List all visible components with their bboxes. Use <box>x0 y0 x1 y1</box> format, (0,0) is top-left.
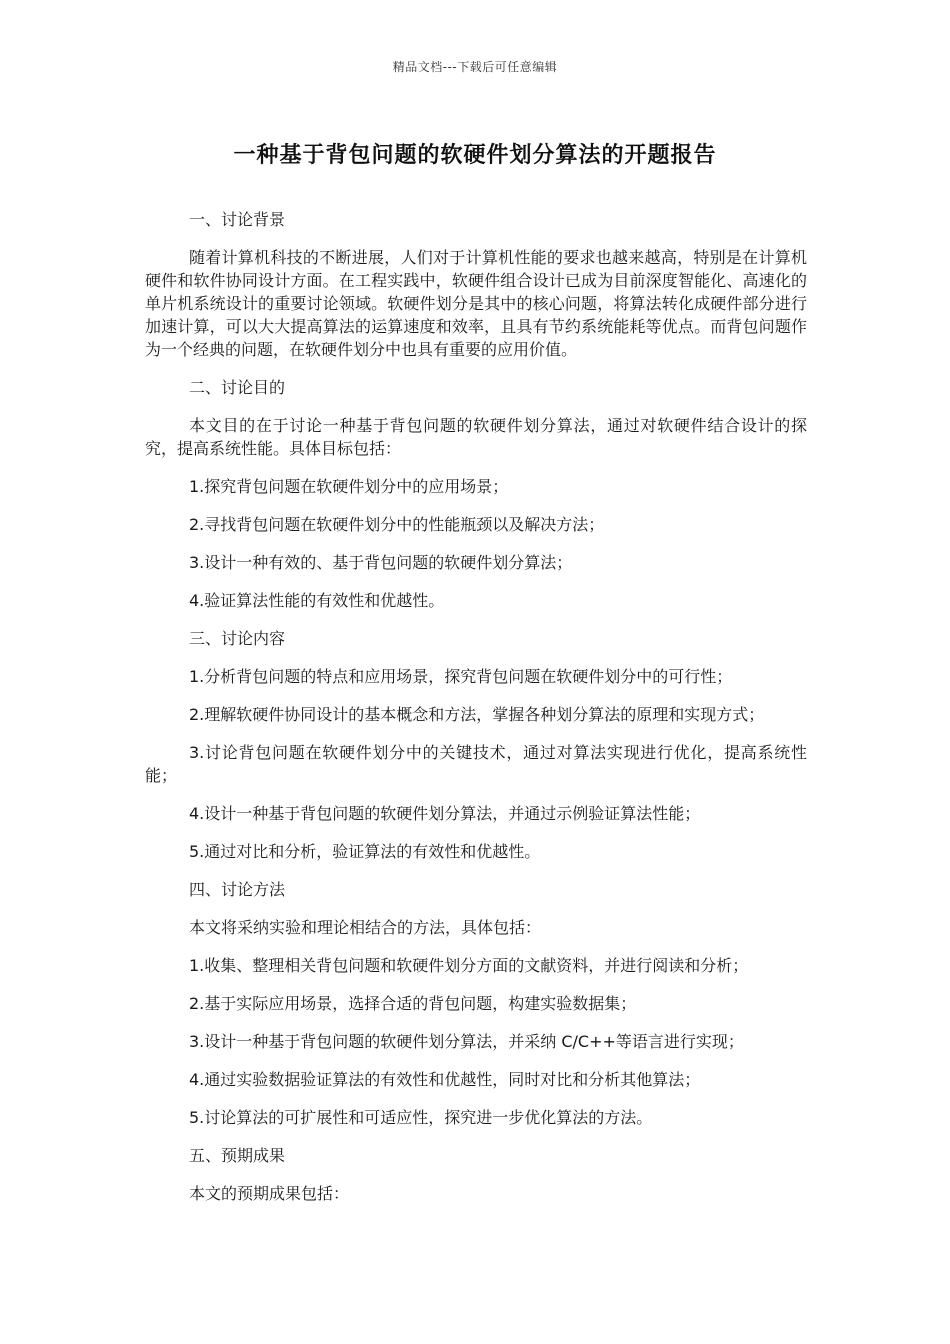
outcomes-paragraph: 本文的预期成果包括： <box>189 1184 350 1203</box>
content-item-2: 2.理解软硬件协同设计的基本概念和方法，掌握各种划分算法的原理和实现方式； <box>189 705 765 724</box>
page-title: 一种基于背包问题的软硬件划分算法的开题报告 <box>233 143 717 168</box>
method-item-2: 2.基于实际应用场景，选择合适的背包问题，构建实验数据集； <box>189 994 637 1013</box>
section-heading-outcomes: 五、预期成果 <box>189 1146 286 1165</box>
background-paragraph: 随着计算机科技的不断进展，人们对于计算机性能的要求也越来越高，特别是在计算机硬件和软件协同设计方面。在工程实践中，软硬件组合设计已成为目前深度智能化、高速化的单片机系统设计的重要讨论领域。软硬件划分是其中的核心问题，将算法转化成硬件部分进行加速计算，可以大大提高算法的运算速度和效率，且具有节约系统能耗等优点。而背包问题作为一个经典的问题，在软硬件划分中也具有重要的应用价值。 <box>145 248 807 359</box>
method-paragraph: 本文将采纳实验和理论相结合的方法，具体包括： <box>189 918 542 937</box>
content-item-4: 4.设计一种基于背包问题的软硬件划分算法，并通过示例验证算法性能； <box>189 804 701 823</box>
content-item-1: 1.分析背包问题的特点和应用场景，探究背包问题在软硬件划分中的可行性； <box>189 667 733 686</box>
purpose-item-1: 1.探究背包问题在软硬件划分中的应用场景； <box>189 477 509 496</box>
section-heading-content: 三、讨论内容 <box>189 629 286 648</box>
header-note: 精品文档---下载后可任意编辑 <box>392 60 558 74</box>
purpose-item-3: 3.设计一种有效的、基于背包问题的软硬件划分算法； <box>189 553 573 572</box>
content-item-3: 3.讨论背包问题在软硬件划分中的关键技术，通过对算法实现进行优化，提高系统性能； <box>145 743 807 785</box>
purpose-paragraph: 本文目的在于讨论一种基于背包问题的软硬件划分算法，通过对软硬件结合设计的探究，提高系统性能。具体目标包括： <box>145 416 807 458</box>
section-heading-method: 四、讨论方法 <box>189 880 286 899</box>
method-item-3: 3.设计一种基于背包问题的软硬件划分算法，并采纳 C/C++等语言进行实现； <box>189 1032 744 1051</box>
section-heading-background: 一、讨论背景 <box>189 210 286 229</box>
content-item-5: 5.通过对比和分析，验证算法的有效性和优越性。 <box>189 842 541 861</box>
purpose-item-2: 2.寻找背包问题在软硬件划分中的性能瓶颈以及解决方法； <box>189 515 605 534</box>
method-item-5: 5.讨论算法的可扩展性和可适应性，探究进一步优化算法的方法。 <box>189 1108 653 1127</box>
method-item-1: 1.收集、整理相关背包问题和软硬件划分方面的文献资料，并进行阅读和分析； <box>189 956 749 975</box>
purpose-item-4: 4.验证算法性能的有效性和优越性。 <box>189 591 445 610</box>
method-item-4: 4.通过实验数据验证算法的有效性和优越性，同时对比和分析其他算法； <box>189 1070 701 1089</box>
section-heading-purpose: 二、讨论目的 <box>189 378 286 397</box>
document-body <box>145 208 807 1220</box>
